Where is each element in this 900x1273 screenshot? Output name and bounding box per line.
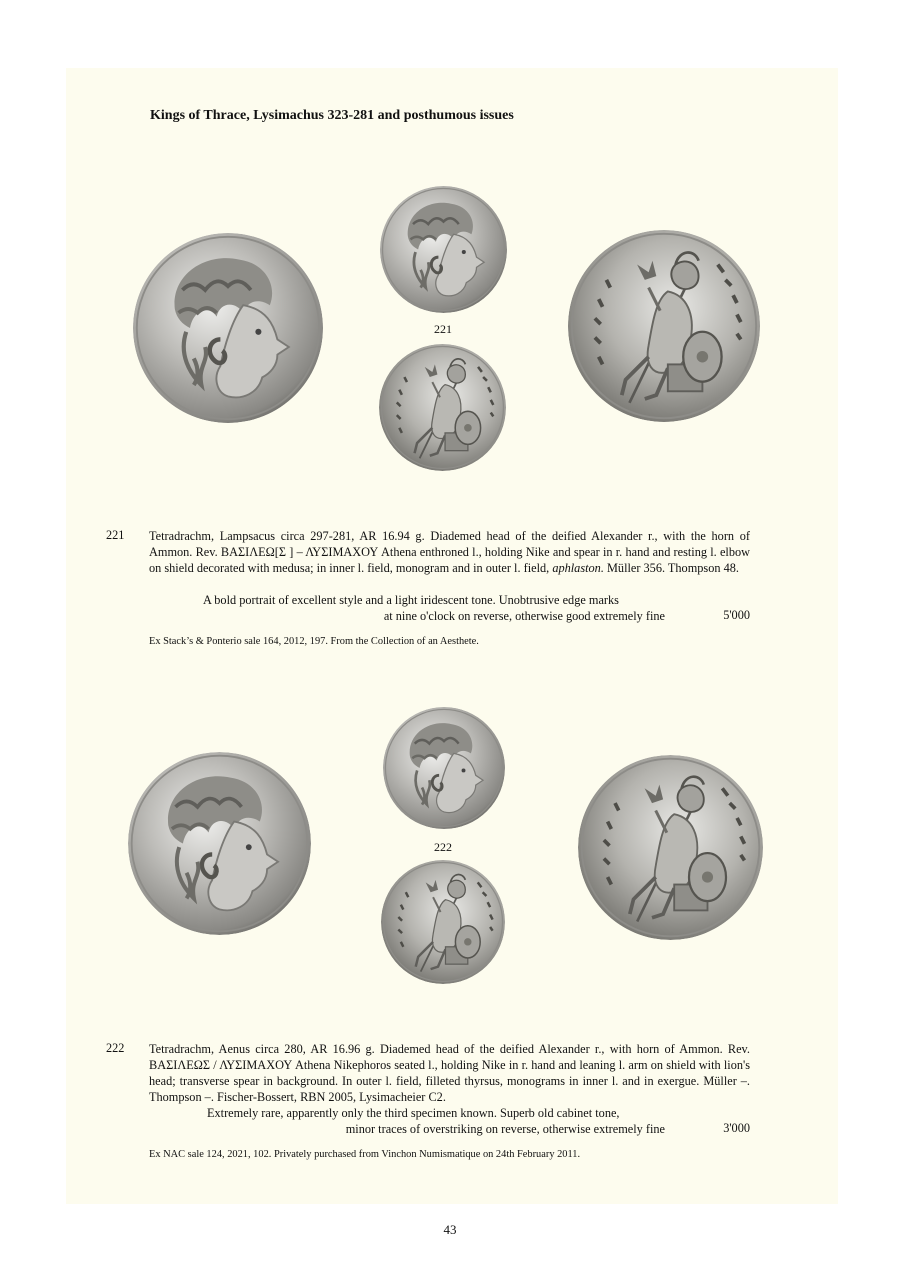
- coin-obverse-image: [128, 752, 311, 935]
- coin-reverse-image: [379, 344, 506, 471]
- page-title: Kings of Thrace, Lysimachus 323-281 and posthumous issues: [150, 108, 514, 123]
- provenance-note: Ex Stack’s & Ponterio sale 164, 2012, 197. From the Collection of an Aesthete.: [149, 636, 479, 647]
- lot-number: 221: [106, 528, 125, 542]
- coin-obverse-image: [383, 707, 505, 829]
- estimate-price: 3'000: [723, 1121, 750, 1135]
- coin-221-obverse-small: [380, 186, 507, 313]
- provenance-note: Ex NAC sale 124, 2021, 102. Privately purchased from Vinchon Numismatique on 24th February 2011.: [149, 1149, 581, 1160]
- page-number: 43: [443, 1222, 457, 1237]
- coin-221-reverse-small: [379, 344, 506, 471]
- coin-222-obverse-large: [128, 752, 311, 935]
- coin-reverse-image: [568, 230, 760, 422]
- lot-number: 222: [106, 1041, 125, 1055]
- coin-obverse-image: [133, 233, 323, 423]
- condition-line-1: A bold portrait of excellent style and a light iridescent tone. Unobtrusive edge marks: [203, 593, 619, 607]
- coin-obverse-image: [380, 186, 507, 313]
- condition-line-2: at nine o'clock on reverse, otherwise good extremely fine: [383, 609, 665, 623]
- image-caption-221: 221: [434, 322, 452, 336]
- description-references: Müller 356. Thompson 48.: [603, 561, 739, 575]
- lot-description: [149, 1041, 750, 1105]
- coin-221-reverse-large: [568, 230, 760, 422]
- image-caption-222: 222: [434, 840, 452, 854]
- description-text: Tetradrachm, Lampsacus circa 297-281, AR 16.94 g. Diademed head of the deified Alexander r., with the horn of Ammon. Rev. ΒΑΣΙΛΕΩ[Σ ] – ΛΥΣΙΜΑΧΟΥ Athena enthroned l., holding Nike and spear in r. hand and resting l. elbow on shield decorated with medusa; in inner l. field, monogram and in outer l. field,: [149, 529, 750, 575]
- coin-reverse-image: [381, 860, 505, 984]
- condition-line-2: minor traces of overstriking on reverse, otherwise extremely fine: [345, 1122, 665, 1136]
- coin-221-obverse-large: [133, 233, 323, 423]
- coin-222-reverse-large: [578, 755, 763, 940]
- coin-222-reverse-small: [381, 860, 505, 984]
- coin-reverse-image: [578, 755, 763, 940]
- coin-222-obverse-small: [383, 707, 505, 829]
- description-italic: aphlaston.: [552, 561, 604, 575]
- lot-description: [149, 528, 750, 576]
- estimate-price: 5'000: [723, 608, 750, 622]
- description-text: Tetradrachm, Aenus circa 280, AR 16.96 g. Diademed head of the deified Alexander r., with horn of Ammon. Rev. ΒΑΣΙΛΕΩΣ / ΛΥΣΙΜΑΧΟΥ Athena Nikephoros seated l., holding Nike in r. hand and leaning l. arm on shield with lion's head; transverse spear in background. In outer l. field, filleted thyrsus, monograms in inner l. and in exergue. Müller –. Thompson –. Fischer-Bossert, RBN 2005, Lysimacheier C2.: [149, 1042, 750, 1104]
- condition-line-1: Extremely rare, apparently only the third specimen known. Superb old cabinet tone,: [207, 1106, 620, 1120]
